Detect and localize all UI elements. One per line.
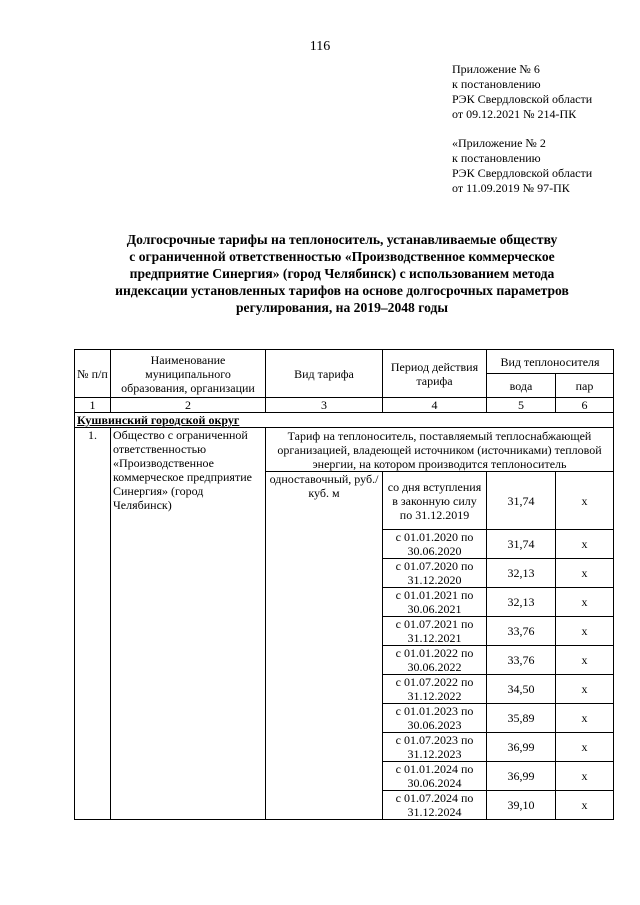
steam-value: х [556, 617, 614, 646]
steam-value: х [556, 472, 614, 530]
appendix-line: «Приложение № 2 [452, 136, 546, 150]
title-line: регулирования, на 2019–2048 годы [236, 300, 448, 315]
period-cell: с 01.01.2023 по 30.06.2023 [383, 704, 487, 733]
header-period: Период действия тарифа [383, 350, 487, 398]
title-line: предприятие Синергия» (город Челябинск) с использованием метода [129, 266, 555, 281]
page-number: 116 [309, 39, 331, 54]
steam-value: х [556, 762, 614, 791]
appendix-original [452, 136, 592, 196]
water-value: 32,13 [487, 559, 556, 588]
column-number: 3 [266, 398, 383, 413]
water-value: 34,50 [487, 675, 556, 704]
header-water: вода [487, 374, 556, 398]
period-cell: с 01.07.2020 по 31.12.2020 [383, 559, 487, 588]
period-cell: с 01.01.2022 по 30.06.2022 [383, 646, 487, 675]
header-tariff-type: Вид тарифа [266, 350, 383, 398]
water-value: 36,99 [487, 733, 556, 762]
document-title [70, 231, 614, 316]
header-num: № п/п [75, 350, 111, 398]
steam-value: х [556, 559, 614, 588]
water-value: 33,76 [487, 617, 556, 646]
appendix-line: РЭК Свердловской области [452, 166, 593, 180]
period-cell: с 01.07.2024 по 31.12.2024 [383, 791, 487, 820]
organization-name: Общество с ограниченной ответственностью «Производственное коммерческое предприятие Синергия» (город Челябинск) [111, 428, 266, 820]
title-line: индексации установленных тарифов на основе долгосрочных параметров [115, 283, 569, 298]
steam-value: х [556, 733, 614, 762]
period-cell: с 01.01.2024 по 30.06.2024 [383, 762, 487, 791]
appendix-line: Приложение № 6 [452, 62, 540, 76]
column-number: 2 [111, 398, 266, 413]
appendix-line: к постановлению [452, 77, 541, 91]
steam-value: х [556, 530, 614, 559]
appendix-line: от 11.09.2019 № 97-ПК [452, 181, 570, 195]
water-value: 32,13 [487, 588, 556, 617]
period-cell: со дня вступления в законную силу по 31.12.2019 [383, 472, 487, 530]
appendix-current [452, 62, 592, 122]
water-value: 36,99 [487, 762, 556, 791]
section-title: Кушвинский городской округ [75, 413, 614, 428]
column-number: 6 [556, 398, 614, 413]
appendix-line: от 09.12.2021 № 214-ПК [452, 107, 577, 121]
column-number: 4 [383, 398, 487, 413]
column-number: 1 [75, 398, 111, 413]
water-value: 33,76 [487, 646, 556, 675]
title-line: с ограниченной ответственностью «Производственное коммерческое [129, 249, 555, 264]
header-steam: пар [556, 374, 614, 398]
tariff-description: Тариф на теплоноситель, поставляемый теплоснабжающей организацией, владеющей источником (источниками) тепловой энергии, на котором производится теплоноситель [266, 428, 614, 472]
title-line: Долгосрочные тарифы на теплоноситель, устанавливаемые обществу [126, 232, 558, 247]
appendix-line: РЭК Свердловской области [452, 92, 593, 106]
period-cell: с 01.07.2023 по 31.12.2023 [383, 733, 487, 762]
steam-value: х [556, 791, 614, 820]
tariff-kind: одноставочный, руб./куб. м [266, 472, 383, 820]
steam-value: х [556, 675, 614, 704]
water-value: 39,10 [487, 791, 556, 820]
appendix-line: к постановлению [452, 151, 541, 165]
row-number: 1. [75, 428, 111, 820]
header-name: Наименование муниципального образования, организации [111, 350, 266, 398]
water-value: 31,74 [487, 472, 556, 530]
tariff-table [74, 349, 614, 820]
header-carrier: Вид теплоносителя [487, 350, 614, 374]
steam-value: х [556, 646, 614, 675]
water-value: 31,74 [487, 530, 556, 559]
water-value: 35,89 [487, 704, 556, 733]
column-number: 5 [487, 398, 556, 413]
period-cell: с 01.07.2022 по 31.12.2022 [383, 675, 487, 704]
steam-value: х [556, 704, 614, 733]
period-cell: с 01.01.2020 по 30.06.2020 [383, 530, 487, 559]
steam-value: х [556, 588, 614, 617]
period-cell: с 01.01.2021 по 30.06.2021 [383, 588, 487, 617]
period-cell: с 01.07.2021 по 31.12.2021 [383, 617, 487, 646]
